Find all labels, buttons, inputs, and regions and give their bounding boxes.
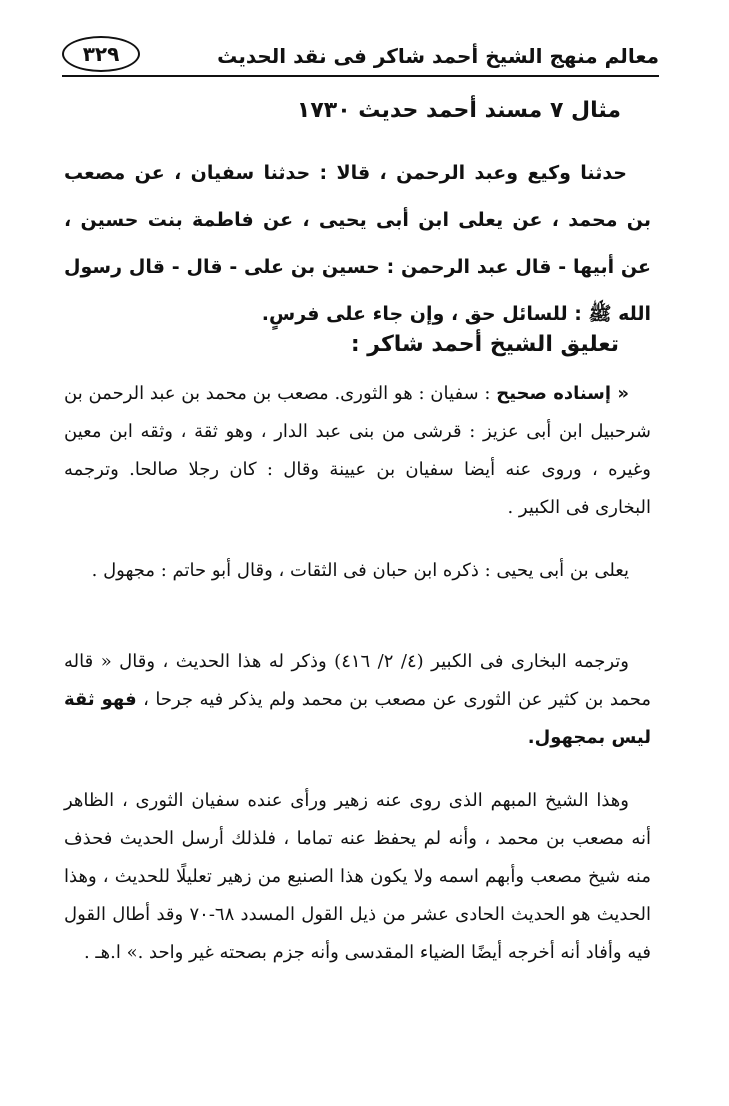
paragraph-1-text: : سفيان : هو الثورى. مصعب بن محمد بن عبد الرحمن بن شرحبيل ابن أبى عزيز : قرشى من بنى عبد الدار ، وهو ثقة ، وثقه ابن معين وغيره ، وروى عنه أيضا سفيان بن عيينة وقال : كان رجلا صالحا. وترجمه البخارى فى الكبير . — [64, 383, 651, 518]
page-number-oval — [62, 36, 140, 72]
commentary-paragraph-4: وهذا الشيخ المبهم الذى روى عنه زهير ورأى عنده سفيان الثورى ، الظاهر أنه مصعب بن محمد ، وأنه لم يحفظ عنه تماما ، فلذلك أرسل الحديث فحذف منه شيخ مصعب وأبهم اسمه ولا يكون هذا الصنيع من زهير تعليلًا للحديث ، وهذا الحديث هو الحديث الحادى عشر من ذيل القول المسدد ٦٨-٧٠ وقد أطال القول فيه وأفاد أنه أخرجه أيضًا الضياء المقدسى وأنه جزم بصحته غير واحد .» ا.هـ . — [64, 790, 651, 963]
paragraph-3-bold: فهو ثقة ليس بمجهول. — [64, 689, 651, 748]
commentary-paragraph-2: يعلى بن أبى يحيى : ذكره ابن حبان فى الثقات ، وقال أبو حاتم : مجهول . — [91, 560, 629, 581]
isnad-sahih-label: « إسناده صحيح — [496, 383, 629, 404]
commentary-paragraph-3 — [64, 643, 651, 757]
page-number: ٣٢٩ — [82, 42, 120, 66]
page-header — [62, 36, 659, 78]
commentary-heading: تعليق الشيخ أحمد شاكر : — [350, 332, 619, 357]
example-heading: مثال ٧ مسند أحمد حديث ١٧٣٠ — [296, 98, 621, 123]
hadith-text: حدثنا وكيع وعبد الرحمن ، قالا : حدثنا سفيان ، عن مصعب بن محمد ، عن يعلى ابن أبى يحيى ، عن فاطمة بنت حسين ، عن أبيها - قال عبد الرحمن : حسين بن على - قال - قال رسول الله ﷺ : للسائل حق ، وإن جاء على فرسٍ. — [64, 162, 651, 325]
paragraph-3-text: وترجمه البخارى فى الكبير (٤/ ٢/ ٤١٦) وذكر له هذا الحديث ، وقال « قاله محمد بن كثير عن الثورى عن مصعب بن محمد ولم يذكر فيه جرحا ، — [64, 651, 651, 710]
commentary-paragraph-1 — [64, 375, 651, 527]
running-title: معالم منهج الشيخ أحمد شاكر فى نقد الحديث — [217, 44, 659, 68]
header-rule — [62, 75, 659, 77]
